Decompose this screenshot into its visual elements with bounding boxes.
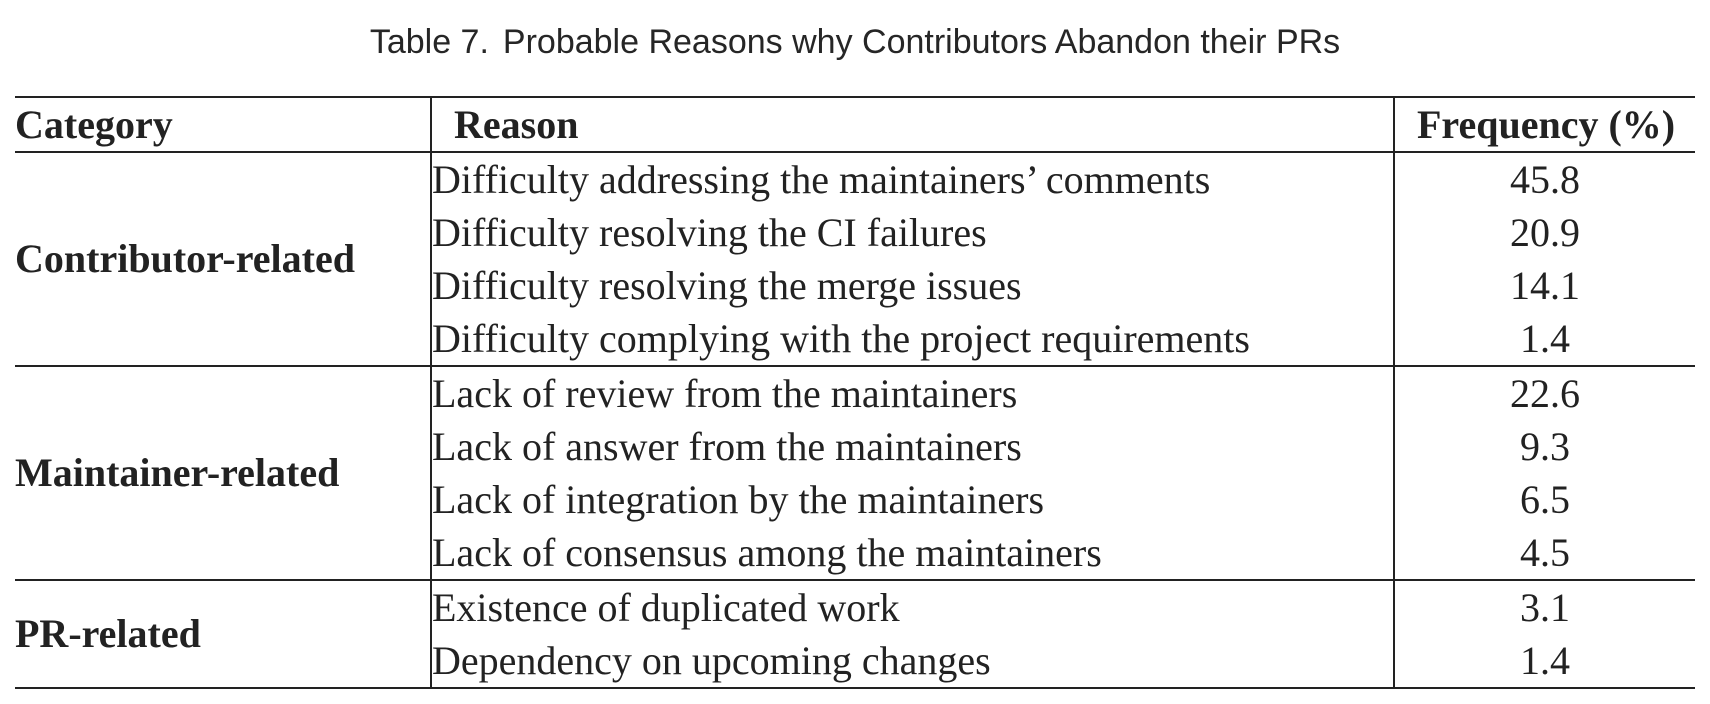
reason-cell: Lack of review from the maintainers — [431, 366, 1394, 420]
frequency-cell: 3.1 — [1520, 584, 1570, 630]
reason-cell: Dependency on upcoming changes — [431, 634, 1394, 688]
header-frequency: Frequency (%) — [1394, 97, 1695, 152]
group-contributor-related — [15, 152, 1695, 366]
reasons-table — [15, 96, 1695, 689]
frequency-cell: 45.8 — [1510, 156, 1580, 202]
group-maintainer-related — [15, 366, 1695, 580]
frequency-cell: 20.9 — [1510, 209, 1580, 255]
reason-cell: Lack of integration by the maintainers — [431, 473, 1394, 526]
category-cell: PR-related — [15, 580, 431, 688]
reason-cell: Difficulty complying with the project requirements — [431, 312, 1394, 366]
header-category: Category — [15, 97, 431, 152]
header-reason: Reason — [431, 97, 1394, 152]
category-cell: Contributor-related — [15, 152, 431, 366]
frequency-cell: 6.5 — [1520, 476, 1570, 522]
table-caption — [0, 14, 1710, 70]
reason-cell: Lack of consensus among the maintainers — [431, 526, 1394, 580]
frequency-cell: 9.3 — [1520, 423, 1570, 469]
header-row — [15, 97, 1695, 152]
frequency-cell: 1.4 — [1520, 315, 1570, 361]
frequency-cell: 22.6 — [1510, 370, 1580, 416]
reason-cell: Lack of answer from the maintainers — [431, 420, 1394, 473]
table-row — [15, 580, 1695, 634]
table-caption-title: Probable Reasons why Contributors Abandon their PRs — [502, 23, 1341, 61]
frequency-cell: 14.1 — [1510, 262, 1580, 308]
table-row — [15, 152, 1695, 206]
reason-cell: Difficulty resolving the CI failures — [431, 206, 1394, 259]
reason-cell: Difficulty resolving the merge issues — [431, 259, 1394, 312]
frequency-cell: 1.4 — [1520, 637, 1570, 683]
group-pr-related — [15, 580, 1695, 688]
reason-cell: Difficulty addressing the maintainers’ comments — [431, 152, 1394, 206]
table-caption-label: Table 7. — [369, 23, 489, 61]
table-row — [15, 366, 1695, 420]
table-header — [15, 97, 1695, 152]
frequency-cell: 4.5 — [1520, 529, 1570, 575]
reason-cell: Existence of duplicated work — [431, 580, 1394, 634]
category-cell: Maintainer-related — [15, 366, 431, 580]
